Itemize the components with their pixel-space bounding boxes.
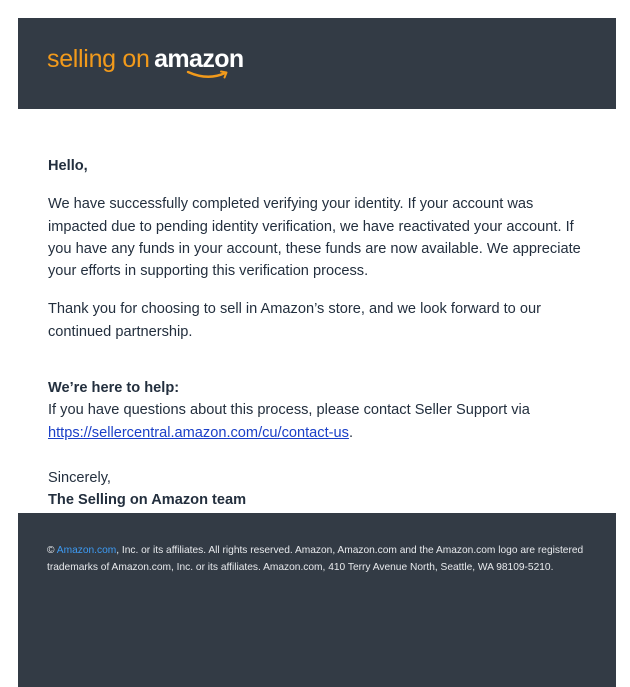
amazon-smile-icon [186,70,230,80]
team-signature: The Selling on Amazon team [48,492,247,509]
copyright-text: , Inc. or its affiliates. All rights reserved. Amazon, Amazon.com and the Amazon.com logo are registered trademarks of Amazon.com, Inc. or its affiliates. Amazon.com, 410 Terry Avenue North, Seattle, WA 98109-5210. [47,545,584,573]
help-text: If you have questions about this process, please contact Seller Support via [48,402,530,419]
copyright-symbol: © [47,545,57,556]
email-footer [18,513,616,687]
logo-amazon-wordmark [154,45,243,74]
contact-us-link[interactable]: https://sellercentral.amazon.com/cu/contact-us [48,424,349,441]
copyright-notice [47,543,592,576]
logo-amazon-text: amazon [154,45,244,73]
help-link-suffix: . [348,424,353,441]
help-heading: We’re here to help: [48,380,180,397]
signoff: Sincerely, [48,469,111,486]
verification-paragraph: We have successfully completed verifying your identity. If your account was impacted due to pending identity verification, we have reactivated your account. If you have any funds in your account, these funds are now available. We appreciate your efforts in supporting this verification process. [48,196,581,280]
thank-you-paragraph: Thank you for choosing to sell in Amazon’s store, and we look forward to our continued partnership. [48,301,541,340]
amazon-link[interactable]: Amazon.com [56,545,117,556]
logo-selling-text: selling on [47,45,150,73]
greeting: Hello, [48,158,88,174]
email-header [18,18,616,109]
help-paragraph [48,399,593,444]
email-body [48,155,593,512]
email-container [18,18,616,687]
selling-on-amazon-logo [47,45,244,85]
